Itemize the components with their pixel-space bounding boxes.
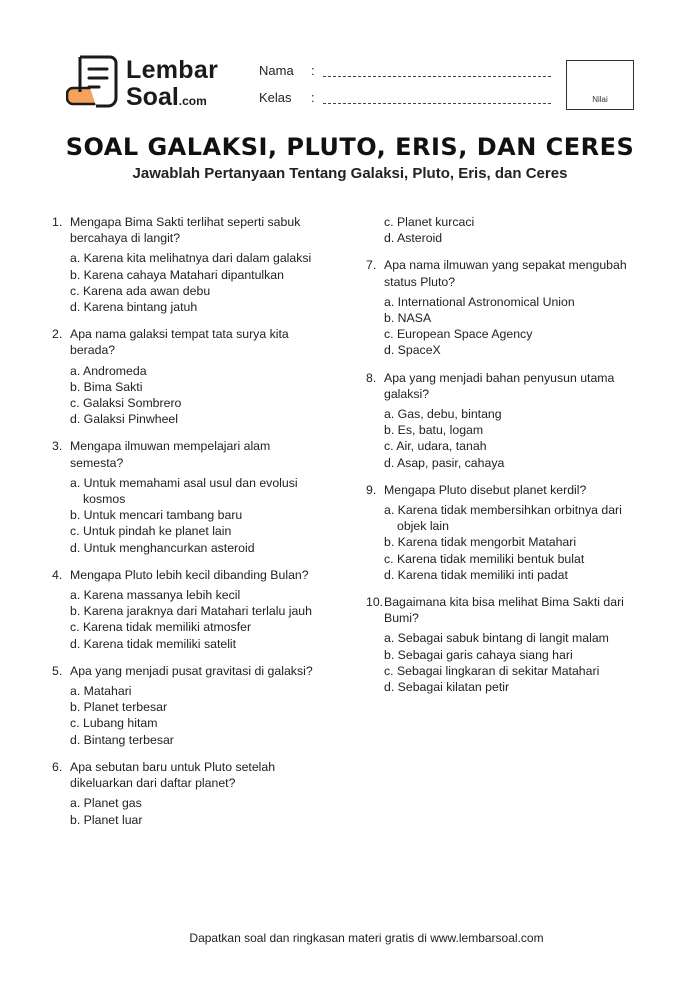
answer-option: c. European Space Agency <box>384 327 533 342</box>
answer-option: a. Matahari <box>70 684 132 699</box>
question-line <box>366 594 636 626</box>
question-number: 10. <box>366 595 384 610</box>
continued-option-list <box>384 214 636 246</box>
answer-option: d. Galaksi Pinwheel <box>70 412 178 427</box>
question-text: Mengapa Bima Sakti terlihat seperti sabuk bercahaya di langit? <box>70 215 301 246</box>
option-list <box>70 475 322 556</box>
name-field[interactable] <box>259 63 315 78</box>
question-item <box>366 257 636 358</box>
left-column <box>52 214 322 839</box>
page-subtitle: Jawablah Pertanyaan Tentang Galaksi, Pluto, Eris, dan Ceres <box>132 165 568 182</box>
question-number: 6. <box>52 759 63 774</box>
answer-option: d. Bintang terbesar <box>70 732 174 747</box>
question-number: 4. <box>52 567 63 582</box>
option-list <box>70 795 322 827</box>
logo-line-1: Lembar <box>126 56 219 84</box>
question-number: 7. <box>366 258 377 273</box>
answer-option: b. NASA <box>384 311 432 326</box>
question-number: 1. <box>52 215 63 229</box>
logo-soal: Soal <box>126 83 179 111</box>
name-line[interactable] <box>323 76 551 77</box>
question-line <box>52 214 322 246</box>
answer-option: a. Untuk memahami asal usul dan evolusi kosmos <box>70 475 298 507</box>
question-item <box>52 567 322 652</box>
question-line <box>52 326 322 358</box>
answer-option: c. Planet kurcaci <box>384 215 475 229</box>
question-text: Mengapa Pluto lebih kecil dibanding Bulan? <box>70 567 309 582</box>
logo-line-2 <box>126 85 218 110</box>
answer-option: c. Karena ada awan debu <box>70 283 211 298</box>
answer-option: b. Sebagai garis cahaya siang hari <box>384 647 573 662</box>
answer-option: d. Karena bintang jatuh <box>70 300 198 315</box>
class-line[interactable] <box>323 103 551 104</box>
answer-option: b. Karena cahaya Matahari dipantulkan <box>70 267 284 282</box>
answer-option: d. Karena tidak memiliki satelit <box>70 636 237 651</box>
question-text: Apa yang menjadi bahan penyusun utama galaksi? <box>384 370 615 401</box>
answer-option: c. Karena tidak memiliki bentuk bulat <box>384 551 585 566</box>
answer-option: b. Karena tidak mengorbit Matahari <box>384 535 577 550</box>
answer-option: a. Sebagai sabuk bintang di langit malam <box>384 631 609 646</box>
question-line <box>366 482 636 498</box>
answer-option: b. Planet luar <box>70 812 143 827</box>
question-text: Mengapa Pluto disebut planet kerdil? <box>384 482 587 497</box>
question-line <box>366 370 636 402</box>
answer-option: a. Gas, debu, bintang <box>384 407 502 422</box>
answer-option: b. Karena jaraknya dari Matahari terlalu jauh <box>70 604 312 619</box>
option-list <box>384 294 636 359</box>
answer-option: c. Sebagai lingkaran di sekitar Matahari <box>384 663 600 678</box>
answer-option: a. Karena kita melihatnya dari dalam galaksi <box>70 251 312 266</box>
question-item <box>366 482 636 583</box>
option-list <box>70 587 322 652</box>
question-text: Apa nama ilmuwan yang sepakat mengubah status Pluto? <box>384 258 627 289</box>
option-list <box>384 406 636 471</box>
footer-note: Dapatkan soal dan ringkasan materi gratis di www.lembarsoal.com <box>189 931 544 945</box>
answer-option: d. Karena tidak memiliki inti padat <box>384 567 568 582</box>
question-line <box>366 257 636 289</box>
question-text: Bagaimana kita bisa melihat Bima Sakti dari Bumi? <box>384 595 624 626</box>
question-number: 9. <box>366 482 377 497</box>
answer-option: b. Untuk mencari tambang baru <box>70 508 243 523</box>
option-list <box>384 630 636 695</box>
logo-wordmark <box>126 58 218 110</box>
question-item <box>366 370 636 471</box>
class-colon: : <box>311 90 315 105</box>
question-text: Apa sebutan baru untuk Pluto setelah dikeluarkan dari daftar planet? <box>70 759 276 791</box>
question-line <box>52 567 322 583</box>
question-item <box>52 759 322 828</box>
question-number: 2. <box>52 327 63 342</box>
answer-option: a. Karena massanya lebih kecil <box>70 588 241 603</box>
score-label: Nilai <box>592 95 608 104</box>
answer-option: b. Planet terbesar <box>70 700 168 715</box>
question-text: Apa yang menjadi pusat gravitasi di galaksi? <box>70 663 313 678</box>
answer-option: a. Andromeda <box>70 363 147 378</box>
question-item <box>52 214 322 315</box>
option-list <box>384 502 636 583</box>
answer-option: c. Karena tidak memiliki atmosfer <box>70 620 252 635</box>
answer-option: d. Untuk menghancurkan asteroid <box>70 540 255 555</box>
answer-option: a. International Astronomical Union <box>384 294 575 309</box>
answer-option: b. Es, batu, logam <box>384 423 484 438</box>
option-list <box>70 250 322 315</box>
answer-option: d. SpaceX <box>384 343 441 358</box>
right-column <box>366 214 636 706</box>
question-number: 8. <box>366 370 377 385</box>
question-item <box>52 326 322 427</box>
class-label: Kelas <box>259 90 292 105</box>
answer-option: c. Untuk pindah ke planet lain <box>70 524 232 539</box>
question-number: 5. <box>52 663 63 678</box>
question-text: Apa nama galaksi tempat tata surya kita berada? <box>70 327 289 358</box>
answer-option: c. Air, udara, tanah <box>384 439 487 454</box>
answer-option: d. Asteroid <box>384 231 443 246</box>
score-box[interactable] <box>566 60 634 110</box>
question-item <box>366 594 636 695</box>
name-label: Nama <box>259 63 294 78</box>
answer-option: b. Bima Sakti <box>70 379 143 394</box>
option-list <box>70 683 322 748</box>
question-item <box>52 438 322 555</box>
logo-suffix: .com <box>178 94 207 108</box>
question-text: Mengapa ilmuwan mempelajari alam semesta? <box>70 439 271 470</box>
answer-option: a. Planet gas <box>70 796 142 811</box>
question-line <box>52 759 322 791</box>
option-list <box>70 363 322 428</box>
answer-option: a. Karena tidak membersihkan orbitnya dari objek lain <box>384 503 622 534</box>
question-number: 3. <box>52 439 63 454</box>
answer-option: c. Galaksi Sombrero <box>70 396 182 411</box>
class-field[interactable] <box>259 90 315 105</box>
name-colon: : <box>311 63 315 78</box>
question-line <box>52 438 322 470</box>
answer-option: d. Sebagai kilatan petir <box>384 680 510 695</box>
answer-option: d. Asap, pasir, cahaya <box>384 455 505 470</box>
question-line <box>52 663 322 679</box>
answer-option: c. Lubang hitam <box>70 716 158 731</box>
question-item <box>52 663 322 748</box>
page-title: SOAL GALAKSI, PLUTO, ERIS, DAN CERES <box>65 133 635 161</box>
